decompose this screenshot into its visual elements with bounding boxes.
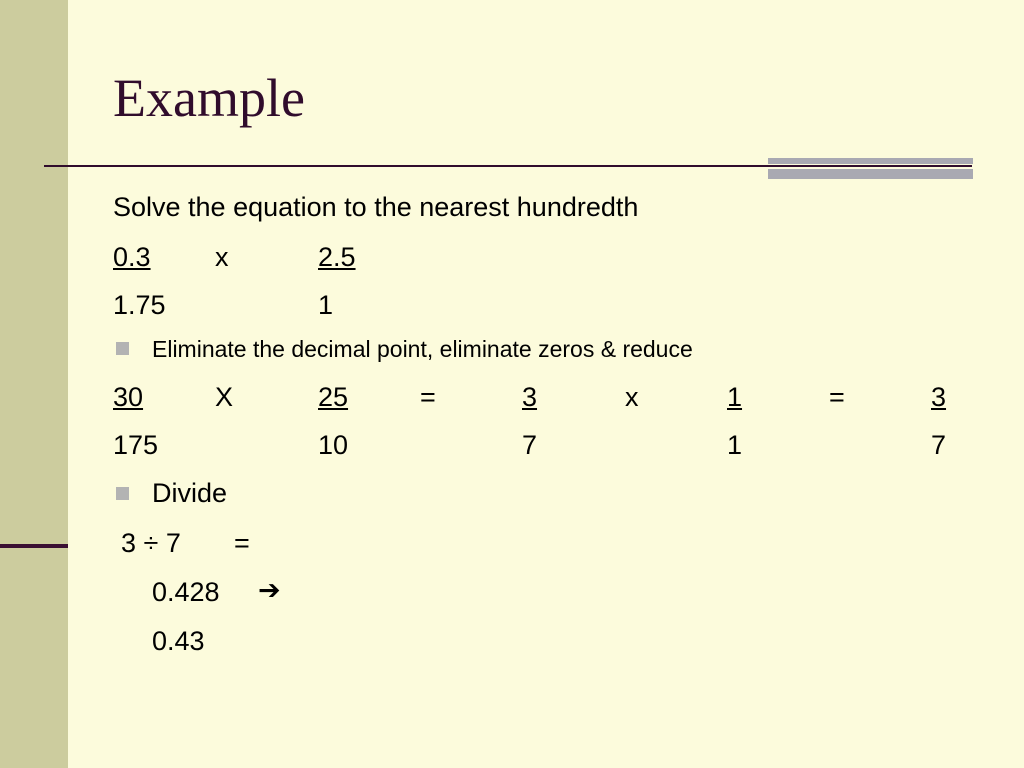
fraction-denominator-a: 1.75 [113,290,166,320]
reduced-numerator-3: 3 [522,382,538,412]
bullet-square-icon [116,342,129,355]
left-accent-line [0,544,68,548]
fraction-denominator-b: 1 [318,290,334,320]
reduced-denominator-3: 7 [522,430,538,460]
arrow-right-icon: ➔ [258,575,281,605]
grey-accent-bar [768,158,973,180]
reduced-numerator-4: 1 [727,382,743,412]
result-rounded: 0.43 [152,626,205,656]
bullet-eliminate-text: Eliminate the decimal point, eliminate zeros & reduce [152,336,693,362]
reduced-operator-1: X [215,382,234,412]
left-decor-band [0,0,68,768]
reduced-numerator-5: 3 [931,382,947,412]
reduced-denominator-5: 7 [931,430,947,460]
reduced-denominator-2: 10 [318,430,349,460]
reduced-numerator-1: 30 [113,382,144,412]
reduced-operator-2: x [625,382,639,412]
reduced-numerator-2: 25 [318,382,349,412]
reduced-denominator-1: 175 [113,430,159,460]
fraction-numerator-b: 2.5 [318,242,356,272]
division-equals: = [234,528,250,558]
bullet-divide-text: Divide [152,478,228,508]
grey-stripe-top [768,158,973,164]
bullet-square-icon [116,487,129,500]
slide-title: Example [113,68,305,128]
equals-sign-1: = [420,382,436,412]
fraction-numerator-a: 0.3 [113,242,151,272]
reduced-denominator-4: 1 [727,430,743,460]
grey-stripe-bottom [768,169,973,179]
equals-sign-2: = [829,382,845,412]
division-expression: 3 ÷ 7 [121,528,181,558]
multiply-operator: x [215,242,229,272]
result-unrounded: 0.428 [152,577,220,607]
instruction-line: Solve the equation to the nearest hundredth [113,192,639,222]
